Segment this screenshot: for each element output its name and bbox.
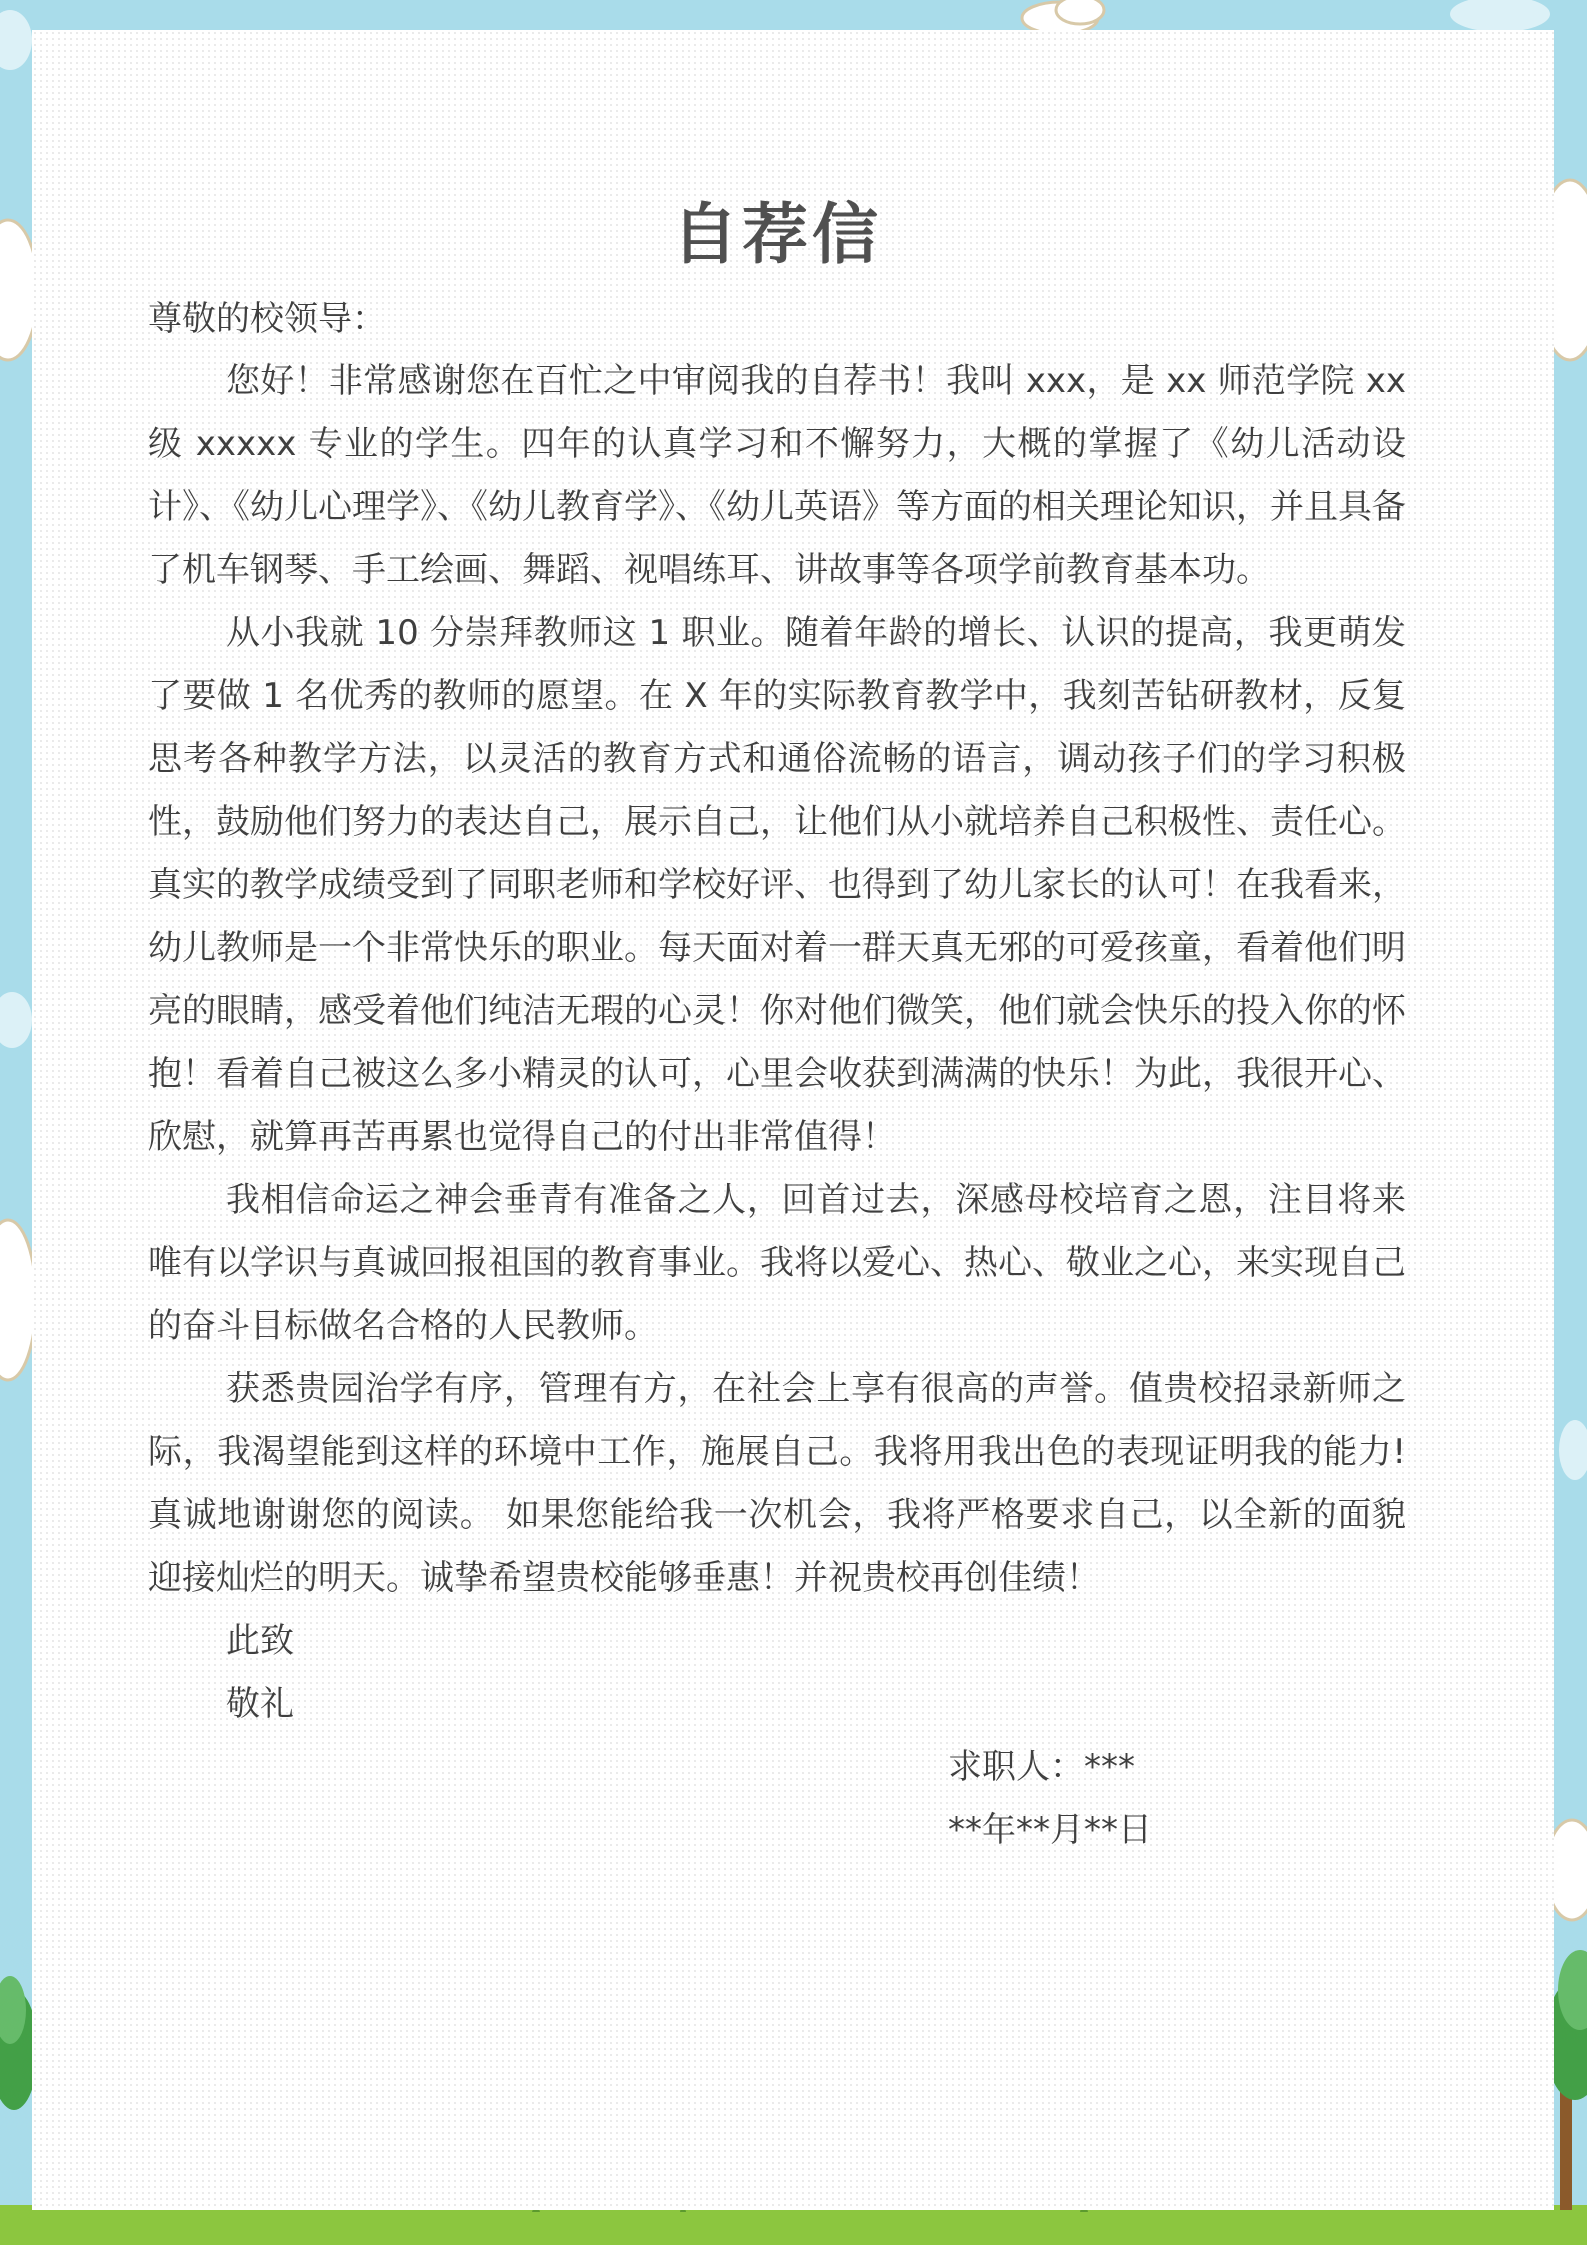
paragraph: 获悉贵园治学有序，管理有方，在社会上享有很高的声誉。值贵校招录新师之际，我渴望能到这样的环境中工作，施展自己。我将用我出色的表现证明我的能力!真诚地谢谢您的阅读。 如果您能给我一次机会，我将严格要求自己，以全新的面貌迎接灿烂的明天。诚挚希望贵校能够垂惠！并祝贵校再创佳绩！: [148, 1369, 1406, 1598]
closing-line: 此致: [226, 1621, 294, 1661]
date: **年**月**日: [948, 1810, 1152, 1850]
grass-strip: [0, 2205, 1587, 2245]
salutation: 尊敬的校领导：: [148, 299, 386, 339]
paragraph: 我相信命运之神会垂青有准备之人，回首过去，深感母校培育之恩，注目将来唯有以学识与真诚回报祖国的教育事业。我将以爱心、热心、敬业之心，来实现自己的奋斗目标做名合格的人民教师。: [148, 1180, 1406, 1346]
letter-content: [148, 190, 1406, 1862]
cloud-icon: [1022, 0, 1104, 34]
paragraph: 从小我就 10 分崇拜教师这 1 职业。随着年龄的增长、认识的提高，我更萌发了要做 1 名优秀的教师的愿望。在 X 年的实际教育教学中，我刻苦钻研教材，反复思考各种教学方法，以灵活的教育方式和通俗流畅的语言，调动孩子们的学习积极性，鼓励他们努力的表达自己，展示自己，让他们从小就培养自己积极性、责任心。真实的教学成绩受到了同职老师和学校好评、也得到了幼儿家长的认可！在我看来，幼儿教师是一个非常快乐的职业。每天面对着一群天真无邪的可爱孩童，看着他们明亮的眼睛，感受着他们纯洁无瑕的心灵！你对他们微笑，他们就会快乐的投入你的怀抱！看着自己被这么多小精灵的认可，心里会收获到满满的快乐！为此，我很开心、欣慰，就算再苦再累也觉得自己的付出非常值得！: [148, 613, 1406, 1157]
page-title: 自荐信: [672, 196, 882, 273]
paragraph: 您好！非常感谢您在百忙之中审阅我的自荐书！我叫 xxx，是 xx 师范学院 xx 级 xxxxx 专业的学生。四年的认真学习和不懈努力，大概的掌握了《幼儿活动设计》、《幼儿心理学》、《幼儿教育学》、《幼儿英语》等方面的相关理论知识，并且具备了机车钢琴、手工绘画、舞蹈、视唱练耳、讲故事等各项学前教育基本功。: [148, 361, 1406, 590]
closing-line: 敬礼: [226, 1684, 294, 1724]
signature: 求职人：***: [948, 1747, 1135, 1787]
signature-block: [148, 1736, 1406, 1862]
cloud-icon: [0, 1220, 36, 1380]
